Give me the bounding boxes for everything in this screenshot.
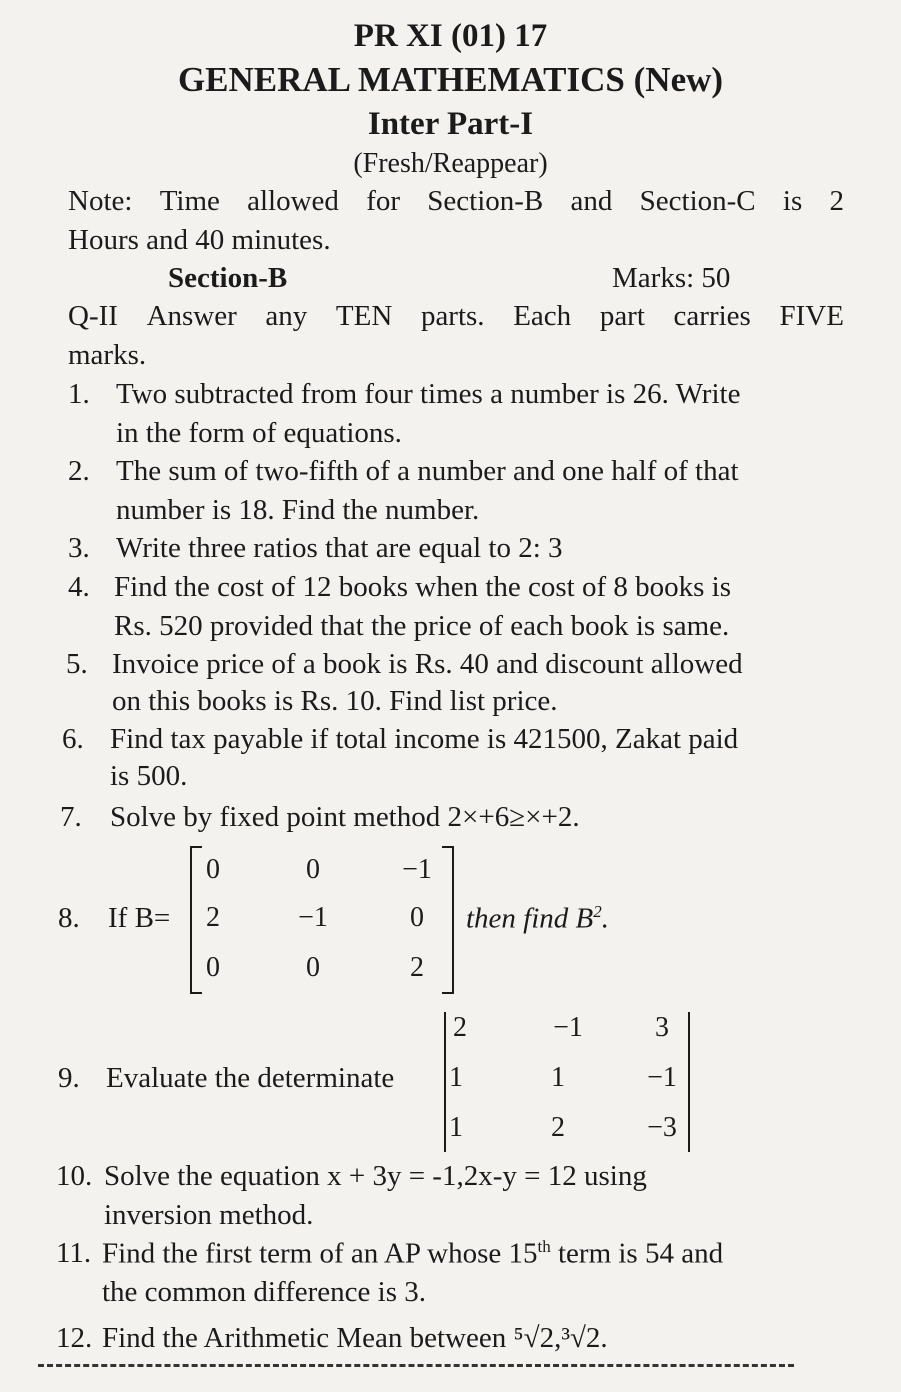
note-word: Note: xyxy=(68,185,133,217)
question-8-prefix: If B= xyxy=(108,902,171,934)
question-8-end: . xyxy=(601,902,610,935)
separator-line xyxy=(38,1364,794,1367)
question-7-line-1: Solve by fixed point method 2×+6≥×+2. xyxy=(110,801,580,833)
note-word: Time xyxy=(159,185,220,217)
matrix-cell: 0 xyxy=(410,902,424,933)
instruction-word: FIVE xyxy=(779,300,844,332)
note-line-1 xyxy=(68,185,844,218)
matrix-cell: 0 xyxy=(306,952,320,983)
matrix-cell: 2 xyxy=(410,952,424,983)
determinant xyxy=(444,1012,690,1152)
question-2-line-1: The sum of two-fifth of a number and one half of that xyxy=(116,455,739,487)
note-word: and xyxy=(570,185,613,217)
note-line-2: Hours and 40 minutes. xyxy=(68,224,331,256)
question-11-line-2: the common difference is 3. xyxy=(102,1276,426,1308)
matrix-cell: 0 xyxy=(206,854,220,885)
question-number: 2. xyxy=(68,455,90,487)
determinant-cell: 1 xyxy=(551,1062,565,1093)
question-10-line-1: Solve the equation x + 3y = -1,2x-y = 12 using xyxy=(104,1160,647,1192)
question-number: 8. xyxy=(58,902,80,934)
question-number: 6. xyxy=(62,723,84,755)
question-number: 11. xyxy=(56,1237,92,1269)
instruction-word: Answer xyxy=(146,300,237,332)
determinant-cell: 3 xyxy=(655,1012,669,1043)
question-10-line-2: inversion method. xyxy=(104,1199,314,1231)
matrix-cell: −1 xyxy=(298,902,328,933)
question-8-suffix xyxy=(466,902,609,936)
question-11-ordinal: th xyxy=(537,1237,551,1256)
question-number: 7. xyxy=(60,801,82,833)
question-3-line-1: Write three ratios that are equal to 2: 3 xyxy=(116,532,563,564)
instruction-line-2: marks. xyxy=(68,339,147,371)
paper-code: PR XI (01) 17 xyxy=(353,18,548,54)
question-4-line-2: Rs. 520 provided that the price of each book is same. xyxy=(114,610,730,642)
question-11-text-a: Find the first term of an AP whose 15 xyxy=(102,1237,538,1270)
note-word: allowed xyxy=(247,185,339,217)
question-11-text-b: term is 54 and xyxy=(550,1237,724,1270)
question-5-line-2: on this books is Rs. 10. Find list price. xyxy=(112,685,558,717)
instruction-line-1 xyxy=(68,300,844,333)
instruction-word: part xyxy=(599,300,645,332)
question-11-line-1 xyxy=(102,1237,723,1271)
instruction-word: TEN xyxy=(335,300,393,332)
note-word: Section-B xyxy=(427,185,544,217)
note-word: Section-C xyxy=(639,185,756,217)
determinant-cell: −3 xyxy=(647,1112,677,1143)
matrix-cell: 0 xyxy=(206,952,220,983)
question-1-line-1: Two subtracted from four times a number is 26. Write xyxy=(116,378,741,410)
matrix-b xyxy=(190,846,454,990)
instruction-word: parts. xyxy=(420,300,485,332)
question-number: 5. xyxy=(66,648,88,680)
question-9-text: Evaluate the determinate xyxy=(106,1062,395,1094)
question-number: 12. xyxy=(56,1322,93,1354)
note-word: for xyxy=(366,185,401,217)
question-number: 10. xyxy=(56,1160,93,1192)
note-word: 2 xyxy=(829,185,844,217)
question-2-line-2: number is 18. Find the number. xyxy=(116,494,480,526)
matrix-cell: −1 xyxy=(402,854,432,885)
section-title: Section-B xyxy=(168,262,288,294)
instruction-word: any xyxy=(265,300,308,332)
question-number: 3. xyxy=(68,532,90,564)
question-1-line-2: in the form of equations. xyxy=(116,417,402,449)
determinant-cell: −1 xyxy=(647,1062,677,1093)
question-number: 1. xyxy=(68,378,90,410)
matrix-cell: 2 xyxy=(206,902,220,933)
question-5-line-1: Invoice price of a book is Rs. 40 and discount allowed xyxy=(112,648,743,680)
determinant-cell: 1 xyxy=(449,1062,463,1093)
question-6-line-2: is 500. xyxy=(110,760,188,792)
question-12-line-1: Find the Arithmetic Mean between ⁵√2,³√2. xyxy=(102,1322,608,1354)
question-4-line-1: Find the cost of 12 books when the cost of 8 books is xyxy=(114,571,732,603)
question-number: 9. xyxy=(58,1062,80,1094)
question-8-suffix-text: then find B xyxy=(466,902,594,935)
section-marks: Marks: 50 xyxy=(612,262,731,294)
question-8-exponent: 2 xyxy=(593,902,602,921)
determinant-cell: 1 xyxy=(449,1112,463,1143)
matrix-cell: 0 xyxy=(306,854,320,885)
note-word: is xyxy=(782,185,803,217)
determinant-cell: 2 xyxy=(551,1112,565,1143)
determinant-cell: −1 xyxy=(553,1012,583,1043)
question-6-line-1: Find tax payable if total income is 421500, Zakat paid xyxy=(110,723,739,755)
exam-type: (Fresh/Reappear) xyxy=(353,148,548,179)
subject-title: GENERAL MATHEMATICS (New) xyxy=(177,60,724,99)
determinant-cell: 2 xyxy=(453,1012,467,1043)
instruction-word: Q-II xyxy=(68,300,118,332)
part-title: Inter Part-I xyxy=(367,106,534,142)
instruction-word: Each xyxy=(513,300,572,332)
instruction-word: carries xyxy=(673,300,751,332)
question-number: 4. xyxy=(68,571,90,603)
